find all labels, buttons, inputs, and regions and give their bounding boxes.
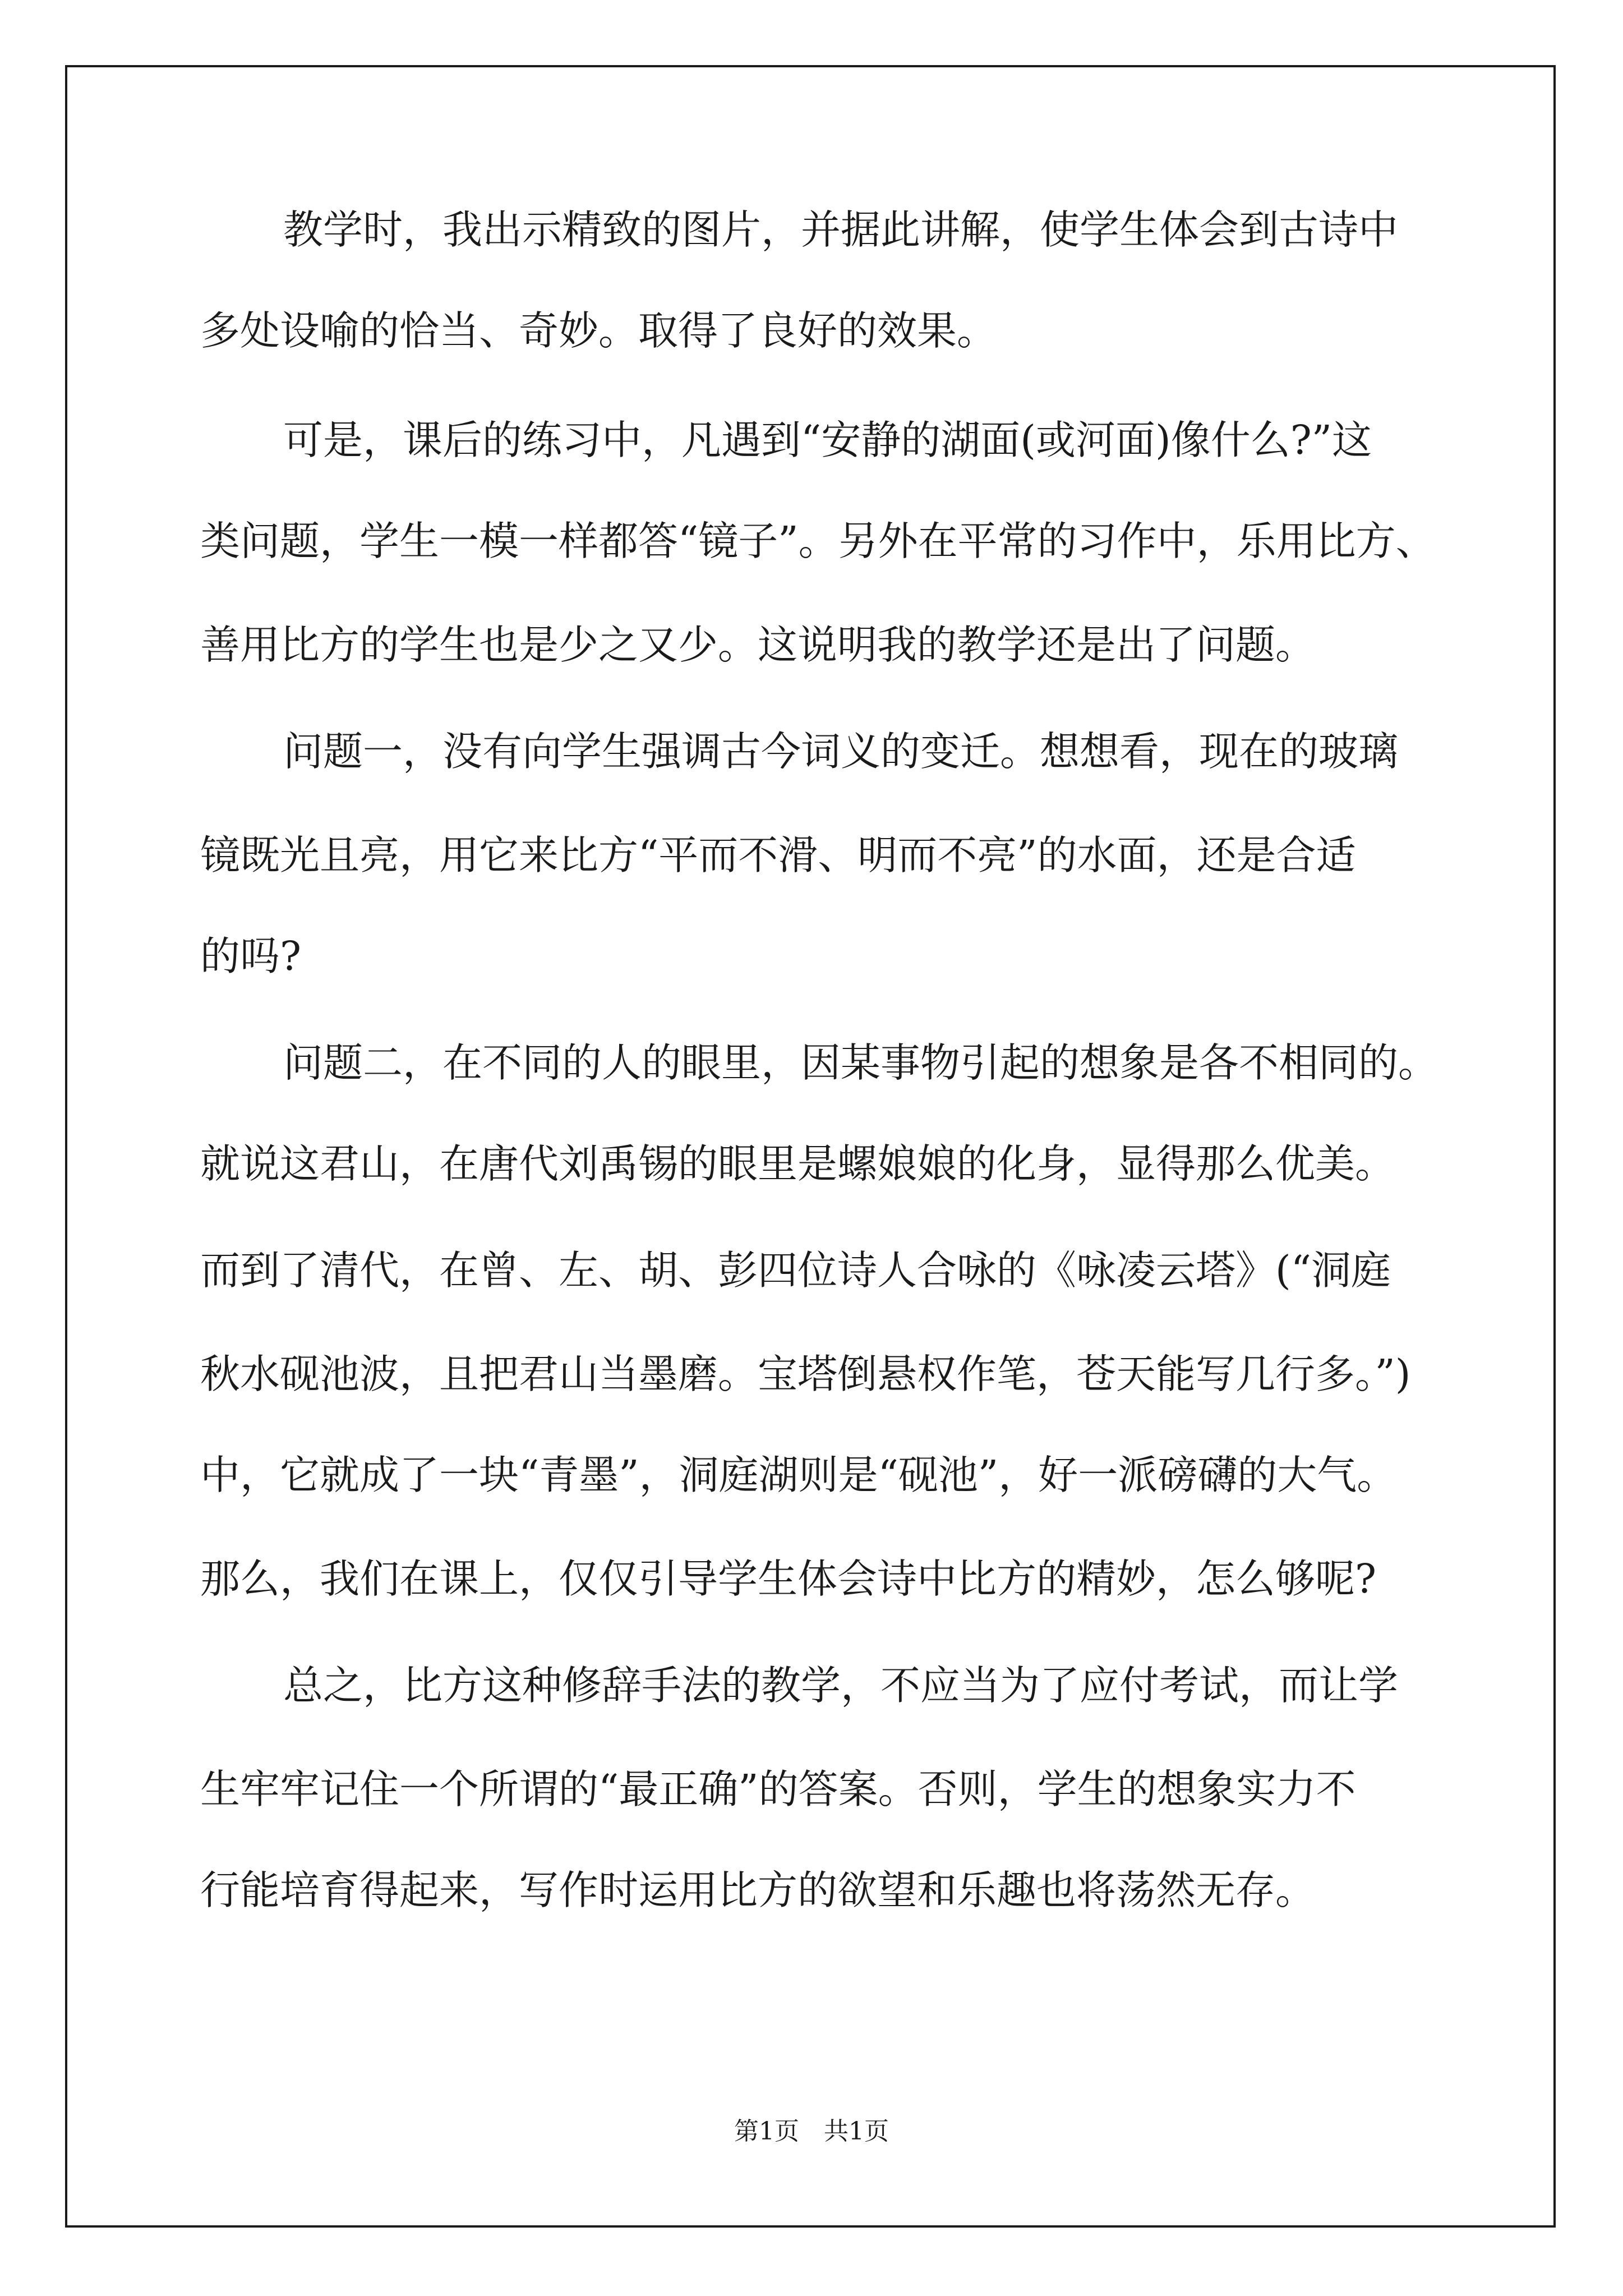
page-number: 第1页 共1页 xyxy=(734,2117,889,2146)
text-line: 秋水砚池波，且把君山当墨磨。宝塔倒悬权作笔，苍天能写几行多。”) xyxy=(200,1351,1411,1397)
text-line: 镜既光且亮，用它来比方“平而不滑、明而不亮”的水面，还是合适 xyxy=(200,832,1356,878)
text-line: 的吗? xyxy=(200,933,302,979)
text-line: 生牢牢记住一个所谓的“最正确”的答案。否则，学生的想象实力不 xyxy=(200,1766,1356,1812)
page-footer xyxy=(0,2115,1623,2148)
text-line: 中，它就成了一块“青墨”，洞庭湖则是“砚池”，好一派磅礴的大气。 xyxy=(200,1452,1397,1498)
text-line: 就说这君山，在唐代刘禹锡的眼里是螺娘娘的化身，显得那么优美。 xyxy=(200,1140,1395,1187)
text-line: 问题二，在不同的人的眼里，因某事物引起的想象是各不相同的。 xyxy=(283,1039,1438,1086)
text-line: 那么，我们在课上，仅仅引导学生体会诗中比方的精妙，怎么够呢? xyxy=(200,1556,1377,1602)
text-line: 教学时，我出示精致的图片，并据此讲解，使学生体会到古诗中 xyxy=(283,206,1399,253)
text-line: 类问题，学生一模一样都答“镜子”。另外在平常的习作中，乐用比方、 xyxy=(200,518,1436,564)
text-line: 多处设喻的恰当、奇妙。取得了良好的效果。 xyxy=(200,307,997,354)
text-line: 善用比方的学生也是少之又少。这说明我的教学还是出了问题。 xyxy=(200,622,1316,668)
text-line: 行能培育得起来，写作时运用比方的欲望和乐趣也将荡然无存。 xyxy=(200,1867,1316,1913)
text-line: 问题一，没有向学生强调古今词义的变迁。想想看，现在的玻璃 xyxy=(283,728,1399,775)
text-line: 可是，课后的练习中，凡遇到“安静的湖面(或河面)像什么?”这 xyxy=(283,417,1372,463)
text-line: 总之，比方这种修辞手法的教学，不应当为了应付考试，而让学 xyxy=(283,1662,1399,1709)
text-line: 而到了清代，在曾、左、胡、彭四位诗人合咏的《咏凌云塔》(“洞庭 xyxy=(200,1247,1391,1294)
